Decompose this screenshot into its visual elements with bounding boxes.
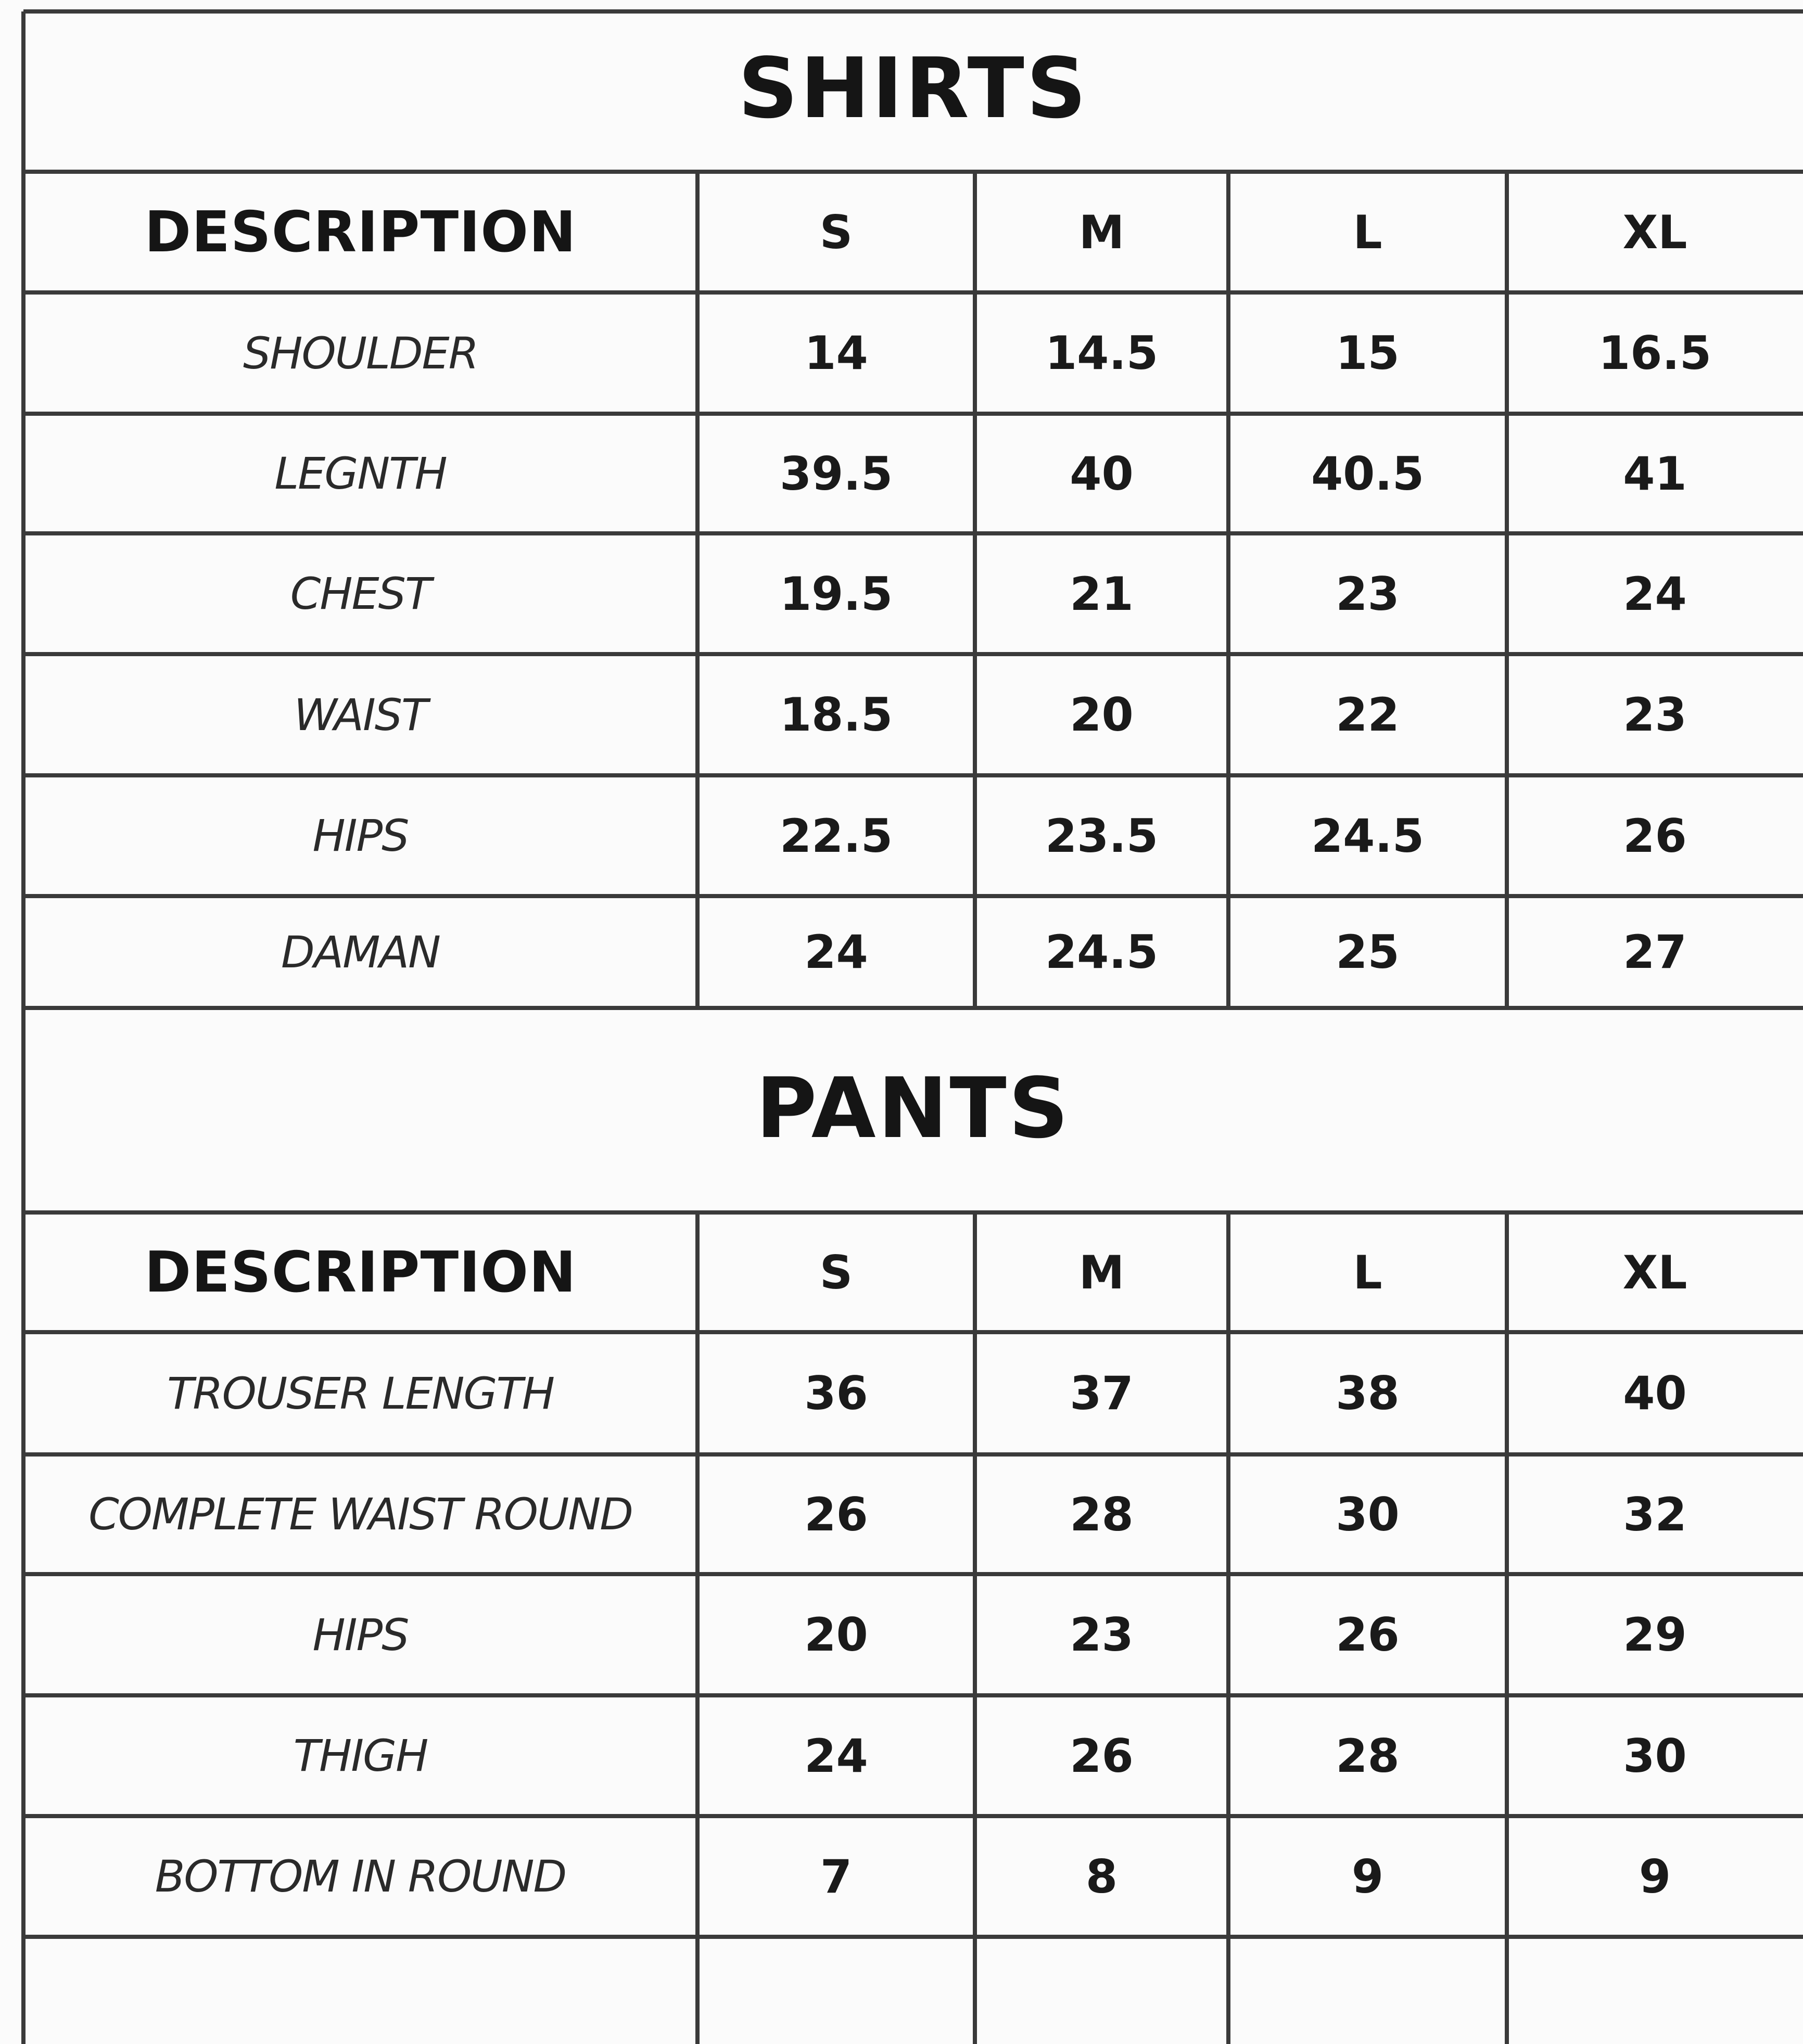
shirts-row-label: LEGNTH [274,448,447,499]
shirts-row-divider [23,290,1803,295]
pants-header-size: L [1353,1245,1382,1299]
shirts-cell-value: 23 [1336,567,1400,621]
pants-column-divider [1505,1212,1509,2044]
shirts-row-label: CHEST [290,568,431,619]
pants-row-divider [23,1452,1803,1457]
pants-cell-value: 26 [1336,1608,1400,1662]
pants-cell-value: 23 [1070,1608,1134,1662]
pants-cell-value: 38 [1336,1366,1400,1420]
shirts-cell-value: 39.5 [779,446,893,501]
shirts-header-description: DESCRIPTION [144,199,577,265]
pants-cell-value: 37 [1070,1366,1134,1420]
pants-cell-value: 36 [804,1366,868,1420]
shirts-row-divider [23,1006,1803,1010]
shirts-row-divider [23,773,1803,777]
top-border [23,9,1803,14]
pants-row-label: THIGH [293,1730,428,1781]
pants-empty-row-divider [1505,1937,1509,2044]
shirts-title: SHIRTS [738,40,1089,137]
shirts-header-size: S [819,205,853,259]
pants-cell-value: 9 [1351,1849,1384,1904]
shirts-cell-value: 22 [1336,688,1400,742]
pants-column-divider [973,1212,977,2044]
pants-header-description: DESCRIPTION [144,1240,577,1305]
pants-cell-value: 32 [1623,1487,1687,1541]
shirts-column-divider [973,172,977,1008]
shirts-column-divider [21,172,26,1008]
shirts-cell-value: 26 [1623,809,1687,863]
shirts-cell-value: 41 [1623,446,1687,501]
pants-row-divider [23,1814,1803,1818]
shirts-cell-value: 23 [1623,688,1687,742]
pants-column-divider [1226,1212,1230,2044]
shirts-header-size: M [1078,205,1125,259]
pants-row-label: COMPLETE WAIST ROUND [88,1489,632,1540]
shirts-cell-value: 40 [1070,446,1134,501]
shirts-row-divider [23,170,1803,174]
pants-cell-value: 30 [1336,1487,1400,1541]
shirts-cell-value: 14 [804,326,868,380]
shirts-cell-value: 24.5 [1045,925,1159,979]
pants-row-divider [23,1935,1803,1939]
shirts-cell-value: 19.5 [779,567,893,621]
shirts-header-size: L [1353,205,1382,259]
shirts-cell-value: 24.5 [1311,809,1425,863]
pants-empty-row-divider [973,1937,977,2044]
shirts-column-divider [1505,172,1509,1008]
pants-cell-value: 7 [820,1849,853,1904]
pants-row-label: BOTTOM IN ROUND [155,1851,566,1902]
pants-column-divider [695,1212,700,2044]
shirts-cell-value: 20 [1070,688,1134,742]
shirts-cell-value: 21 [1070,567,1134,621]
pants-cell-value: 29 [1623,1608,1687,1662]
pants-cell-value: 28 [1336,1729,1400,1783]
shirts-cell-value: 18.5 [779,688,893,742]
shirts-cell-value: 27 [1623,925,1687,979]
shirts-cell-value: 40.5 [1311,446,1425,501]
pants-row-divider [23,1572,1803,1576]
pants-cell-value: 24 [804,1729,868,1783]
pants-cell-value: 28 [1070,1487,1134,1541]
pants-cell-value: 30 [1623,1729,1687,1783]
pants-empty-row-divider [1226,1937,1230,2044]
pants-row-divider [23,1330,1803,1334]
shirts-row-divider [23,412,1803,416]
shirts-cell-value: 15 [1336,326,1400,380]
shirts-cell-value: 25 [1336,925,1400,979]
pants-row-divider [23,1693,1803,1697]
pants-cell-value: 8 [1085,1849,1118,1904]
pants-empty-row-divider [695,1937,700,2044]
pants-row-label: TROUSER LENGTH [167,1368,554,1419]
shirts-cell-value: 23.5 [1045,809,1159,863]
shirts-cell-value: 22.5 [779,809,893,863]
shirts-row-label: SHOULDER [243,327,478,379]
pants-title: PANTS [756,1059,1071,1157]
shirts-cell-value: 16.5 [1598,326,1712,380]
shirts-row-divider [23,652,1803,656]
pants-header-size: XL [1622,1245,1687,1299]
pants-column-divider [21,1212,26,2044]
pants-cell-value: 9 [1639,1849,1671,1904]
pants-cell-value: 40 [1623,1366,1687,1420]
shirts-row-label: WAIST [294,689,427,740]
shirts-cell-value: 24 [1623,567,1687,621]
pants-row-divider [23,1210,1803,1215]
shirts-row-divider [23,531,1803,535]
shirts-row-label: DAMAN [281,926,440,978]
shirts-row-label: HIPS [312,810,409,861]
shirts-column-divider [1226,172,1230,1008]
pants-row-label: HIPS [312,1609,409,1660]
shirts-cell-value: 24 [804,925,868,979]
shirts-row-divider [23,894,1803,898]
pants-cell-value: 20 [804,1608,868,1662]
pants-header-size: S [819,1245,853,1299]
shirts-header-size: XL [1622,205,1687,259]
shirts-cell-value: 14.5 [1045,326,1159,380]
pants-header-size: M [1078,1245,1125,1299]
pants-cell-value: 26 [1070,1729,1134,1783]
pants-cell-value: 26 [804,1487,868,1541]
shirts-column-divider [695,172,700,1008]
